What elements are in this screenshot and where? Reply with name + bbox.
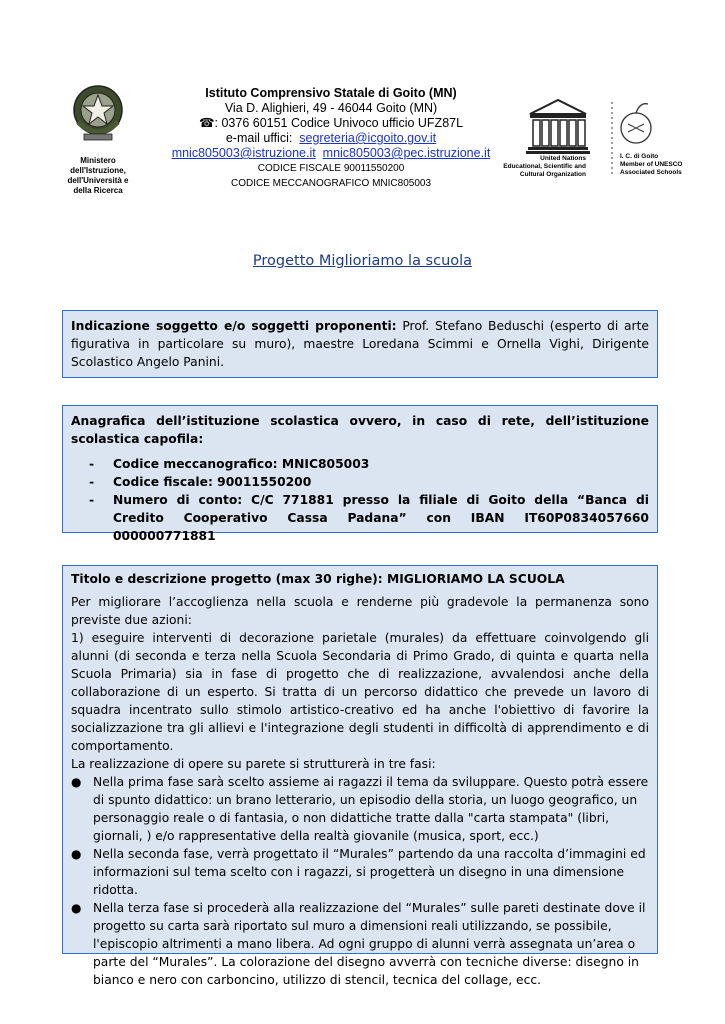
institute-name: Istituto Comprensivo Statale di Goito (MN) (205, 86, 457, 100)
registry-label: Anagrafica dell’istituzione scolastica ovvero, in caso di rete, dell’istituzione scolastica capofila: (71, 414, 649, 446)
registry-list (89, 455, 649, 545)
institute-email: e-mail uffici: segreteria@icgoito.gov.it (225, 131, 437, 145)
svg-text:I. C. di Goito: I. C. di Goito (620, 153, 659, 160)
list-item: - Numero di conto: C/C 771881 presso la filiale di Goito della “Banca di Credito Cooperativo Cassa Padana” con IBAN IT60P0834057660 000000771881 (89, 493, 649, 543)
proponents-label: Indicazione soggetto e/o soggetti proponenti: (71, 319, 397, 333)
project-action-1: 1) eseguire interventi di decorazione parietale (murales) da effettuare coinvolgendo gli alunni (di seconda e terza nella Scuola Secondaria di Primo Grado, di quinta e quarta nella Scuola Primaria) sia in fase di progetto che di realizzazione, avvalendosi anche della collaborazione di un esperto. Si tratta di un percorso didattico che prevede un lavoro di squadra incentrato sullo stimolo artistico-creativo ed ha anche l'obiettivo di favorire la socializzazione tra gli allievi e l'integrazione degli studenti in difficoltà di apprendimento e di comportamento. (71, 631, 649, 753)
project-phases-intro: La realizzazione di opere su parete si strutturerà in tre fasi: (71, 757, 436, 771)
project-description-box (62, 565, 658, 987)
project-heading: Titolo e descrizione progetto (max 30 righe): MIGLIORIAMO LA SCUOLA (71, 572, 565, 586)
svg-text:Cultural Organization: Cultural Organization (519, 171, 586, 178)
codice-meccanografico: CODICE MECCANOGRAFICO MNIC805003 (230, 178, 432, 189)
proponents-box (62, 310, 658, 378)
institute-address: Via D. Alighieri, 49 - 46044 Goito (MN) (224, 101, 438, 115)
list-item: ● Nella terza fase si procederà alla realizzazione del “Murales” sulle pareti destinate dove il progetto su carta sarà riportato sul muro a dimensioni reali utilizzando, se possibile, l'episcopio altrimenti a mano libera. Ad ogni gruppo di alunni verrà assegnata un’area o parte del “Murales”. La colorazione del disegno avverrà con tecniche diverse: disegno in bianco e nero con carboncino, utilizzo di stencil, tecnica del collage, ecc. (71, 901, 646, 987)
email-link-segreteria[interactable]: segreteria@icgoito.gov.it (299, 131, 437, 145)
list-item: - Codice meccanografico: MNIC805003 (89, 457, 370, 471)
unesco-logo (503, 98, 684, 180)
bullet-icon: ● (71, 775, 82, 789)
list-item: ● Nella prima fase sarà scelto assieme ai ragazzi il tema da sviluppare. Questo potrà essere di spunto didattico: un brano letterario, un episodio della storia, un luogo geografico, un personaggio reale o di fantasia, o non didattiche tratte dalla "carta stampata" (libri, giornali, ) e/o rappresentative della realtà giovanile (musica, sport, ecc.) (71, 775, 649, 843)
list-item: - Codice fiscale: 90011550200 (89, 475, 312, 489)
italian-republic-emblem (70, 82, 126, 146)
phone-icon: ☎ (198, 116, 215, 130)
email-link-pec[interactable]: mnic805003@pec.istruzione.it (322, 146, 491, 160)
list-item: ● Nella seconda fase, verrà progettato il “Murales” partendo da una raccolta d’immagini ed informazioni sul tema scelto con i ragazzi, si progetterà un disegno in una dimensione ridotta. (71, 847, 646, 897)
bullet-icon: ● (71, 901, 82, 915)
bullet-icon: ● (71, 847, 82, 861)
page-title: Progetto Miglioriamo la scuola (252, 253, 473, 269)
project-intro: Per migliorare l’accoglienza nella scuola e renderne più gradevole la permanenza sono previste due azioni: (71, 595, 649, 627)
institute-emails-extra (145, 146, 517, 161)
email-link-istruzione[interactable]: mnic805003@istruzione.it (171, 146, 316, 160)
svg-text:Associated Schools: Associated Schools (620, 169, 682, 176)
svg-text:Member of UNESCO: Member of UNESCO (620, 161, 683, 168)
svg-text:Educational, Scientific and: Educational, Scientific and (503, 163, 586, 170)
registry-box (62, 405, 658, 543)
institute-info (145, 86, 517, 191)
codice-fiscale: CODICE FISCALE 90011550200 (257, 163, 405, 174)
proponents-text: Prof. Stefano Beduschi (esperto di arte figurativa in particolare su muro), maestre Loredana Scimmi e Ornella Vighi, Dirigente Scolastico Angelo Panini. (71, 319, 649, 369)
institute-phone: ☎: 0376 60151 Codice Univoco ufficio UFZ87L (198, 116, 464, 130)
ministry-label: Ministero dell'Istruzione, dell'Università e della Ricerca (67, 156, 129, 195)
svg-text:United Nations: United Nations (540, 155, 586, 162)
